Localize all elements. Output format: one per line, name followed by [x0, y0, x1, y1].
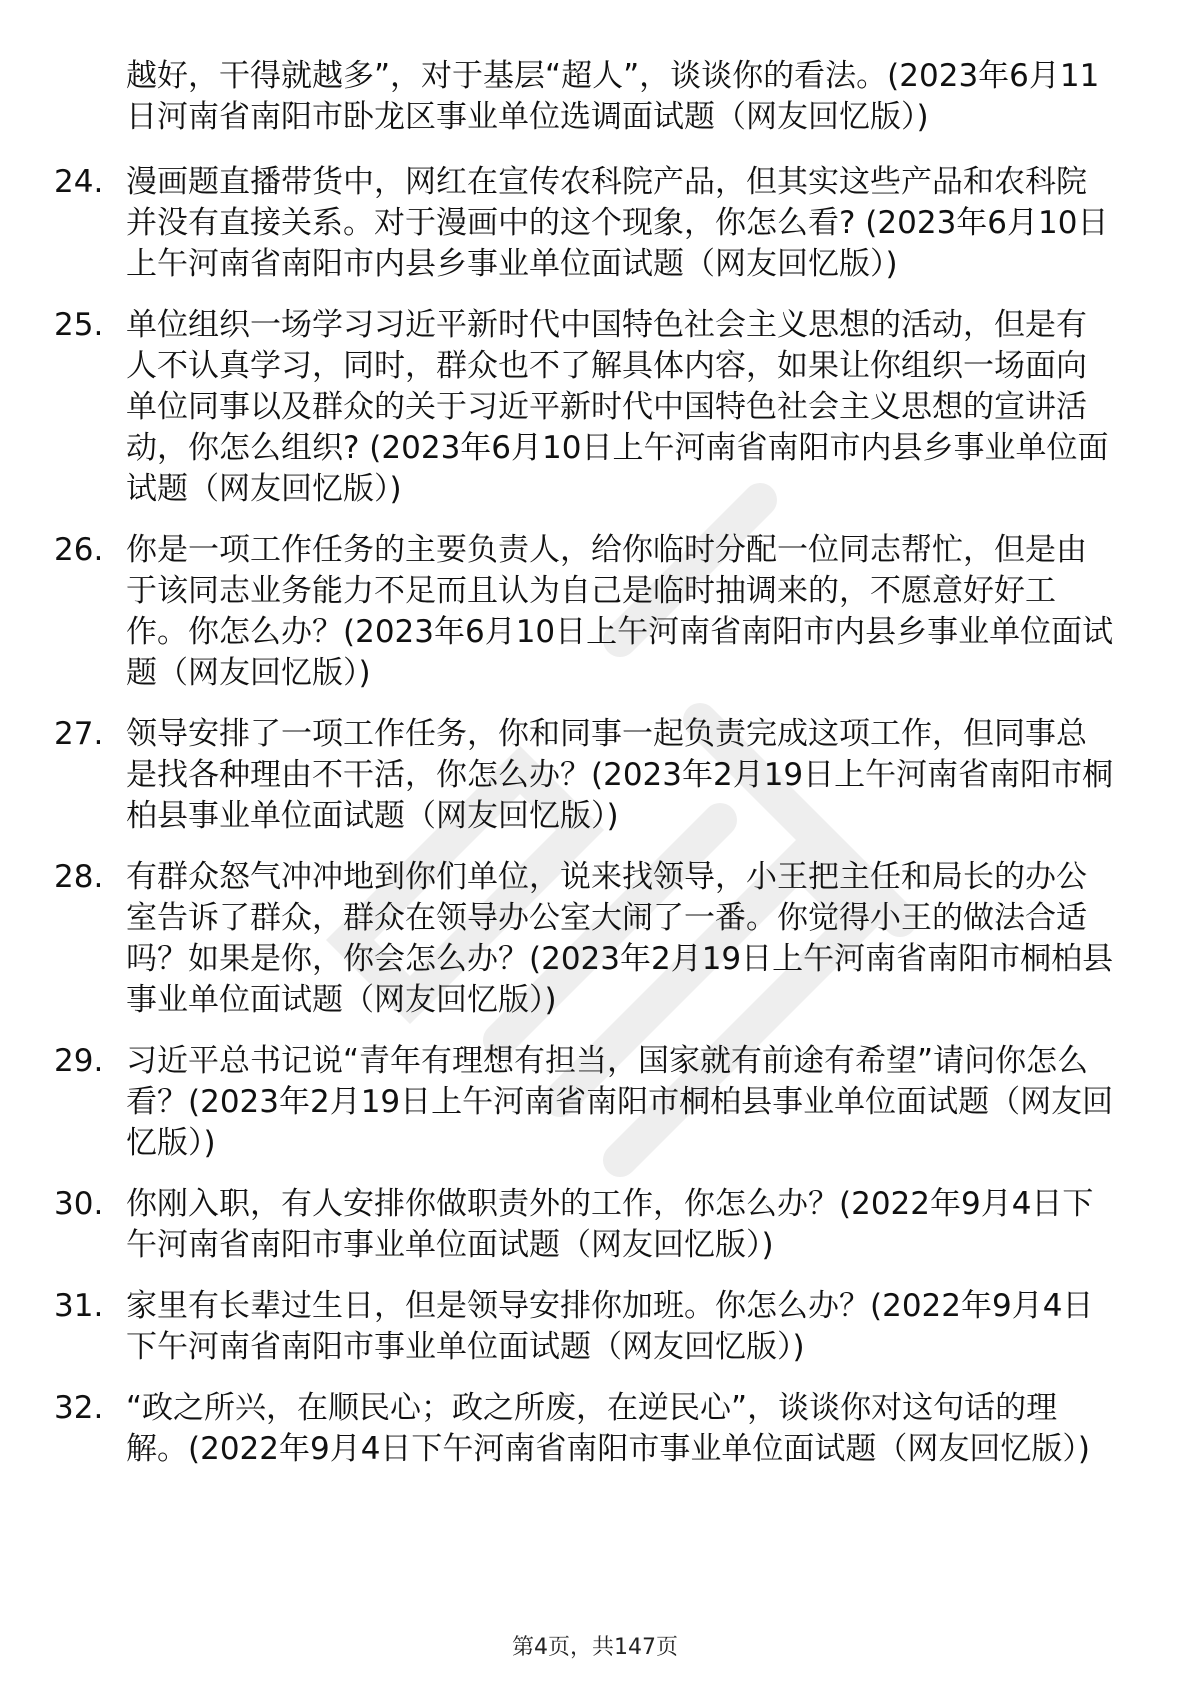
question-number: 30.	[54, 1186, 104, 1222]
question-item	[54, 1184, 1124, 1266]
question-item	[54, 162, 1124, 285]
question-number: 24.	[54, 164, 104, 200]
page-footer: 第4页，共147页	[512, 1635, 678, 1660]
question-text: 漫画题直播带货中，网红在宣传农科院产品，但其实这些产品和农科院并没有直接关系。对于漫画中的这个现象，你怎么看? (2023年6月10日上午河南省南阳市内县乡事业单位面试题（网友回忆版）)	[126, 164, 1109, 282]
question-number: 29.	[54, 1043, 104, 1079]
question-number: 28.	[54, 859, 104, 895]
question-text: 单位组织一场学习习近平新时代中国特色社会主义思想的活动，但是有人不认真学习，同时，群众也不了解具体内容，如果让你组织一场面向单位同事以及群众的关于习近平新时代中国特色社会主义思想的宣讲活动，你怎么组织? (2023年6月10日上午河南省南阳市内县乡事业单位面试题（网友回忆版）)	[126, 307, 1109, 507]
question-text: “政之所兴，在顺民心；政之所废，在逆民心”，谈谈你对这句话的理解。(2022年9月4日下午河南省南阳市事业单位面试题（网友回忆版）)	[126, 1390, 1091, 1467]
question-number: 32.	[54, 1390, 104, 1426]
question-text: 家里有长辈过生日，但是领导安排你加班。你怎么办？(2022年9月4日下午河南省南阳市事业单位面试题（网友回忆版）)	[126, 1288, 1094, 1365]
question-number: 26.	[54, 532, 104, 568]
question-item	[54, 857, 1124, 1021]
question-item	[54, 530, 1124, 694]
question-text: 你是一项工作任务的主要负责人，给你临时分配一位同志帮忙，但是由于该同志业务能力不足而且认为自己是临时抽调来的，不愿意好好工作。你怎么办？(2023年6月10日上午河南省南阳市内县乡事业单位面试题（网友回忆版）)	[126, 532, 1114, 691]
question-text: 领导安排了一项工作任务，你和同事一起负责完成这项工作，但同事总是找各种理由不干活，你怎么办？(2023年2月19日上午河南省南阳市桐柏县事业单位面试题（网友回忆版）)	[126, 716, 1114, 834]
question-text: 有群众怒气冲冲地到你们单位，说来找领导，小王把主任和局长的办公室告诉了群众，群众在领导办公室大闹了一番。你觉得小王的做法合适吗？如果是你，你会怎么办？(2023年2月19日上午河南省南阳市桐柏县事业单位面试题（网友回忆版）)	[126, 859, 1114, 1018]
question-item	[54, 305, 1124, 510]
question-number: 27.	[54, 716, 104, 752]
question-number: 25.	[54, 307, 104, 343]
question-list	[54, 162, 1124, 1490]
question-item	[54, 714, 1124, 837]
question-number: 31.	[54, 1288, 104, 1324]
question-item	[54, 1041, 1124, 1164]
question-text: 习近平总书记说“青年有理想有担当，国家就有前途有希望”请问你怎么看？(2023年2月19日上午河南省南阳市桐柏县事业单位面试题（网友回忆版）)	[126, 1043, 1114, 1161]
question-23-continuation: 越好，干得就越多”，对于基层“超人”，谈谈你的看法。(2023年6月11日河南省南阳市卧龙区事业单位选调面试题（网友回忆版）)	[126, 58, 1100, 135]
question-item	[54, 1286, 1124, 1368]
question-item	[54, 1388, 1124, 1470]
question-text: 你刚入职，有人安排你做职责外的工作，你怎么办？(2022年9月4日下午河南省南阳市事业单位面试题（网友回忆版）)	[126, 1186, 1094, 1263]
